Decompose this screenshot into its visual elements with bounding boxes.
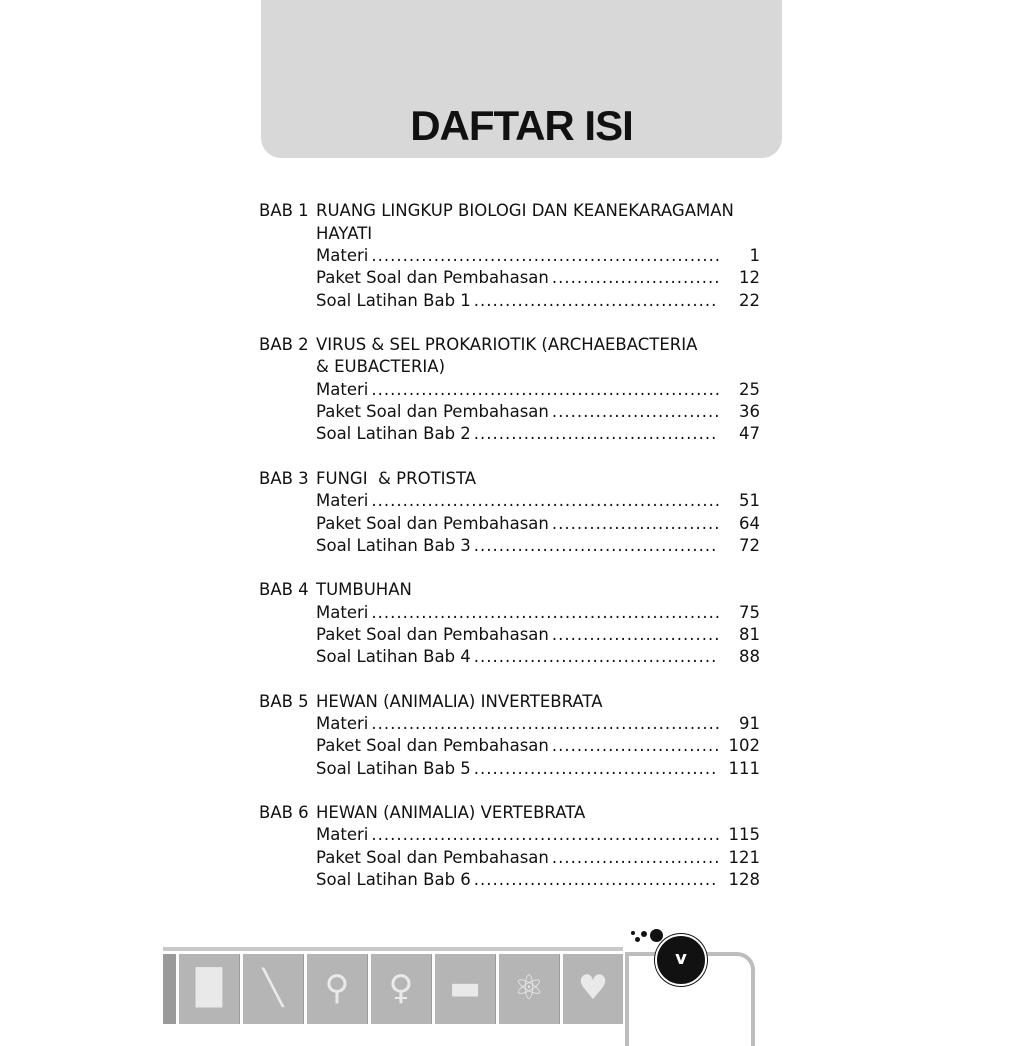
entry-label: Materi <box>316 602 369 622</box>
entry-page-number: 102 <box>728 736 760 756</box>
female-symbol-icon: ♀ <box>368 954 431 1024</box>
toc-entry[interactable] <box>316 869 760 891</box>
toc-entry[interactable] <box>316 758 760 780</box>
table-of-contents <box>259 200 779 913</box>
toc-entry[interactable] <box>316 290 760 312</box>
dot-leader <box>474 646 719 668</box>
stomach-icon: ♥ <box>560 954 623 1024</box>
flask-icon: ⚲ <box>304 954 367 1024</box>
decorative-dot <box>641 931 647 937</box>
entry-page-number: 91 <box>739 714 760 734</box>
decorative-dot <box>631 931 635 935</box>
chapter-number: BAB 2 <box>259 334 309 354</box>
chapter-title: VIRUS & SEL PROKARIOTIK (ARCHAEBACTERIA & EUBACTERIA) <box>316 334 698 377</box>
dot-leader <box>474 290 719 312</box>
entry-label: Paket Soal dan Pembahasan <box>316 624 549 644</box>
entry-page-number: 47 <box>739 424 760 444</box>
toc-entry[interactable] <box>316 245 760 267</box>
dot-leader <box>371 824 719 846</box>
capsule-icon: ▬ <box>432 954 495 1024</box>
toc-chapter <box>259 579 779 668</box>
entry-page-number: 115 <box>728 825 760 845</box>
chapter-title: HEWAN (ANIMALIA) INVERTEBRATA <box>316 691 603 711</box>
toc-entry[interactable] <box>316 602 760 624</box>
toc-entry[interactable] <box>316 513 760 535</box>
toc-chapter <box>259 691 779 780</box>
dot-leader <box>552 847 719 869</box>
entry-label: Materi <box>316 246 369 265</box>
chapter-title: TUMBUHAN <box>316 580 412 600</box>
dot-leader <box>552 401 719 423</box>
entry-page-number: 111 <box>728 758 760 778</box>
decorative-dot <box>635 937 640 942</box>
dot-leader <box>552 267 719 289</box>
entry-label: Paket Soal dan Pembahasan <box>316 847 549 867</box>
toc-entry[interactable] <box>316 423 760 445</box>
entry-label: Materi <box>316 379 369 399</box>
entry-label: Paket Soal dan Pembahasan <box>316 268 549 288</box>
toc-entry[interactable] <box>316 624 760 646</box>
toc-entry[interactable] <box>316 735 760 757</box>
entry-page-number: 81 <box>739 624 760 644</box>
toc-entry[interactable] <box>316 824 760 846</box>
entry-label: Paket Soal dan Pembahasan <box>316 402 549 422</box>
toc-entry[interactable] <box>316 847 760 869</box>
entry-label: Materi <box>316 714 369 734</box>
entry-label: Materi <box>316 491 369 511</box>
entry-page-number: 36 <box>739 402 760 422</box>
dot-leader <box>474 423 719 445</box>
entry-page-number: 64 <box>739 513 760 533</box>
chapter-number: BAB 4 <box>259 580 309 600</box>
entry-page-number: 121 <box>728 847 760 867</box>
entry-label: Soal Latihan Bab 1 <box>316 290 471 310</box>
entry-page-number: 1 <box>749 246 760 265</box>
toc-entry[interactable] <box>316 401 760 423</box>
page-title: DAFTAR ISI <box>410 102 633 149</box>
dot-leader <box>474 535 719 557</box>
entry-label: Soal Latihan Bab 6 <box>316 870 471 890</box>
entry-page-number: 51 <box>739 491 760 511</box>
microscope-icon: ⚛ <box>496 954 559 1024</box>
dot-leader <box>474 869 719 891</box>
chapter-title: FUNGI & PROTISTA <box>316 468 477 488</box>
chapter-number: BAB 3 <box>259 468 309 488</box>
dot-leader <box>371 713 719 735</box>
toc-chapter <box>259 334 779 446</box>
dot-leader <box>371 602 719 624</box>
chapter-number: BAB 5 <box>259 691 309 711</box>
entry-label: Soal Latihan Bab 2 <box>316 424 471 444</box>
entry-label: Paket Soal dan Pembahasan <box>316 736 549 756</box>
footer-rule <box>163 947 623 951</box>
chapter-title: RUANG LINGKUP BIOLOGI DAN KEANEKARAGAMAN HAYATI <box>316 201 734 243</box>
chapter-number: BAB 1 <box>259 201 309 220</box>
dot-leader <box>552 624 719 646</box>
toc-entry[interactable] <box>316 535 760 557</box>
entry-label: Soal Latihan Bab 5 <box>316 758 471 778</box>
syringe-icon: ╲ <box>240 954 303 1024</box>
toc-chapter <box>259 802 779 891</box>
entry-page-number: 128 <box>728 870 760 890</box>
entry-page-number: 25 <box>739 379 760 399</box>
entry-page-number: 88 <box>739 647 760 667</box>
entry-label: Soal Latihan Bab 3 <box>316 535 471 555</box>
dot-leader <box>552 735 719 757</box>
chapter-title: HEWAN (ANIMALIA) VERTEBRATA <box>316 802 586 822</box>
entry-label: Materi <box>316 825 369 845</box>
page-number: v <box>655 934 707 986</box>
toc-chapter <box>259 200 779 312</box>
dot-leader <box>552 513 719 535</box>
tooth-icon: █ <box>176 954 239 1024</box>
toc-entry[interactable] <box>316 490 760 512</box>
dot-leader <box>371 379 719 401</box>
toc-entry[interactable] <box>316 379 760 401</box>
entry-page-number: 75 <box>739 602 760 622</box>
entry-page-number: 22 <box>739 290 760 310</box>
toc-chapter <box>259 468 779 557</box>
entry-label: Soal Latihan Bab 4 <box>316 647 471 667</box>
entry-page-number: 72 <box>739 535 760 555</box>
toc-entry[interactable] <box>316 267 760 289</box>
entry-label: Paket Soal dan Pembahasan <box>316 513 549 533</box>
toc-entry[interactable] <box>316 713 760 735</box>
chapter-number: BAB 6 <box>259 802 309 822</box>
decorative-dot <box>650 929 663 942</box>
entry-page-number: 12 <box>739 268 760 288</box>
dot-leader <box>474 758 719 780</box>
dot-leader <box>371 245 719 267</box>
dot-leader <box>371 490 719 512</box>
toc-entry[interactable] <box>316 646 760 668</box>
